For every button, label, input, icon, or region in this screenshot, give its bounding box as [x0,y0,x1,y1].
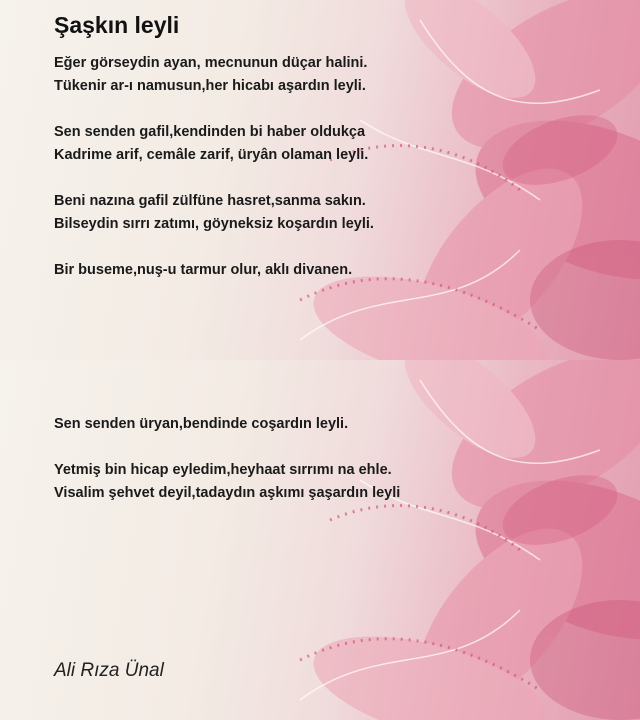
poem-line [54,236,374,259]
poem-line [54,167,374,190]
poem-title: Şaşkın leyli [54,12,180,38]
poem-line: Sen senden gafil,kendinden bi haber oldukça [54,124,366,140]
poem-line: Yetmiş bin hicap eyledim,heyhaat sırrımı na ehle. [54,462,392,478]
poem-line: Tükenir ar-ı namusun,her hicabı aşardın leyli. [54,78,366,94]
poem-line: Visalim şehvet deyil,tadaydın aşkımı şaşardın leyli [54,485,401,501]
poem-line: Bilseydin sırrı zatımı, göyneksiz koşardın leyli. [54,216,374,232]
poem-author: Ali Rıza Ünal [54,660,164,681]
poem-stanzas-top [54,52,374,282]
poem-line: Kadrime arif, cemâle zarif, üryân olaman leyli. [54,147,369,163]
poem-line [54,436,400,459]
poem-line: Beni nazına gafil zülfüne hasret,sanma sakın. [54,193,366,209]
poem-line [54,98,374,121]
poem-line: Bir buseme,nuş-u tarmur olur, aklı divanen. [54,262,353,278]
poem-line: Eğer görseydin ayan, mecnunun düçar halini. [54,55,368,71]
poem-stanzas-bottom [54,413,400,505]
poem-line: Sen senden üryan,bendinde coşardın leyli. [54,416,349,432]
